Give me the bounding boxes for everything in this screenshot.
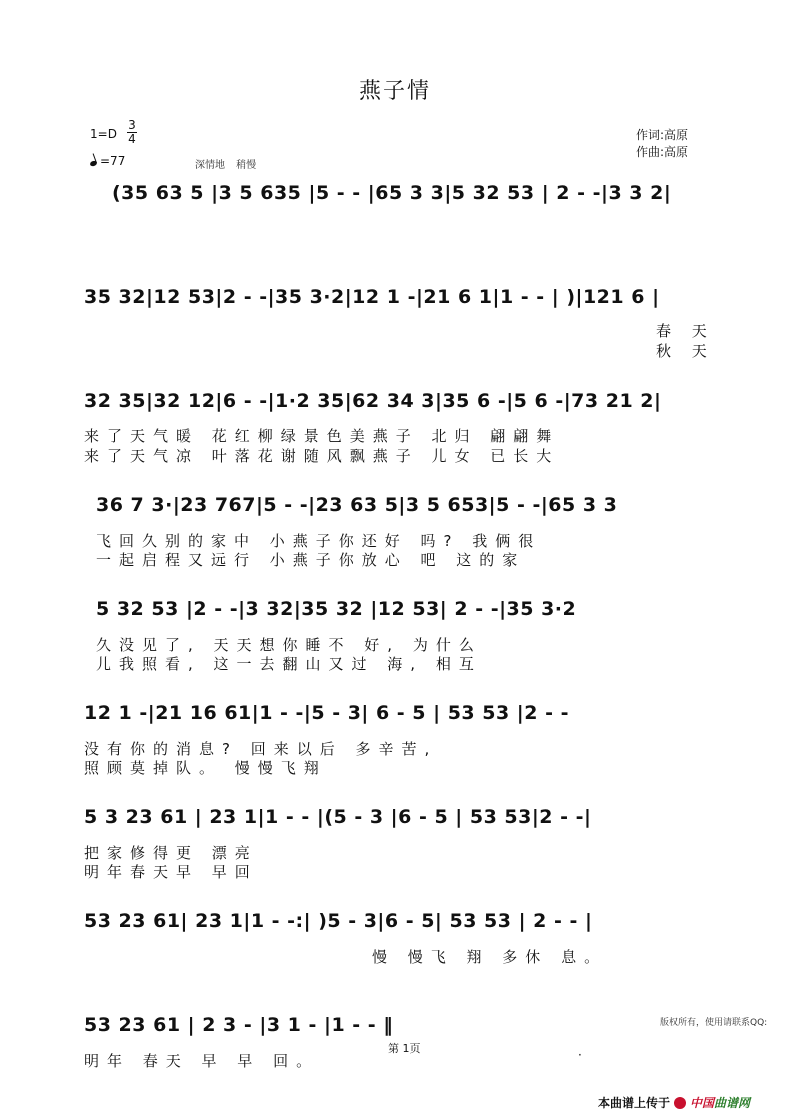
system-5-lyric-1: 久没见了, 天天想你睡不 好, 为什么 <box>96 636 482 654</box>
system-5-lyric-2: 儿我照看, 这一去翻山又过 海, 相互 <box>96 655 482 673</box>
quarter-note-icon <box>89 160 97 167</box>
stray-dot: · <box>578 1048 582 1062</box>
page-title: 燕子情 <box>358 79 431 104</box>
footer-watermark <box>598 1094 750 1111</box>
system-7-lyric-2: 明年春天早 早回 <box>84 863 258 881</box>
system-6-lyric-1: 没有你的消息? 回来以后 多辛苦, <box>84 740 438 758</box>
system-7-lyric-1: 把家修得更 漂亮 <box>84 844 258 862</box>
time-sig-top: 3 <box>128 118 136 132</box>
system-3-lyric-1: 来了天气暖 花红柳绿景色美燕子 北归 翩翩舞 <box>84 427 560 445</box>
key-signature: 1=D <box>90 127 117 141</box>
system-6-notes: 12 1 -|21 16 61|1 - -|5 - 3| 6 - 5 | 53 53 |2 - - <box>84 702 569 724</box>
system-2-lyric-1: 春 天 <box>656 322 715 340</box>
copyright-notice: 版权所有，使用请联系QQ: <box>660 1018 768 1028</box>
system-3-lyric-2: 来了天气凉 叶落花谢随风飘燕子 儿女 已长大 <box>84 447 560 465</box>
system-2-lyric-2: 秋 天 <box>656 342 715 360</box>
time-signature <box>127 119 137 146</box>
page-number: 第 1页 <box>388 1042 421 1055</box>
system-1-notes: (35 63 5 |3 5 635 |5 - - |65 3 3|5 32 53 | 2 - -|3 3 2| <box>112 182 672 204</box>
tempo-marking <box>90 154 125 168</box>
expression-marking: 深情地 稍慢 <box>195 160 257 171</box>
system-7-notes: 5 3 23 61 | 23 1|1 - - |(5 - 3 |6 - 5 | 53 53|2 - -| <box>84 806 592 828</box>
system-6-lyric-2: 照顾莫掉队。 慢慢飞翔 <box>84 759 327 777</box>
system-4-lyric-2: 一起启程又远行 小燕子你放心 吧 这的家 <box>96 551 526 569</box>
system-3-notes: 32 35|32 12|6 - -|1·2 35|62 34 3|35 6 -|5 6 -|73 21 2| <box>84 390 662 412</box>
site-name[interactable] <box>690 1094 750 1111</box>
time-sig-bottom: 4 <box>128 132 136 146</box>
footer-prefix: 本曲谱上传于 <box>598 1096 671 1110</box>
system-9-lyric-1: 明年 春天 早 早 回。 <box>84 1052 320 1070</box>
lyricist-credit: 作词:高原 <box>636 128 689 142</box>
system-2-notes: 35 32|12 53|2 - -|35 3·2|12 1 -|21 6 1|1 - - | )|121 6 | <box>84 286 660 308</box>
system-9-notes: 53 23 61 | 2 3 - |3 1 - |1 - - ‖ <box>84 1014 394 1036</box>
credits <box>636 127 688 161</box>
site-logo-icon <box>674 1097 686 1109</box>
composer-credit: 作曲:高原 <box>636 145 689 159</box>
system-8-notes: 53 23 61| 23 1|1 - -:| )5 - 3|6 - 5| 53 53 | 2 - - | <box>84 910 593 932</box>
tempo-value: =77 <box>100 154 126 168</box>
site-name-b: 曲谱网 <box>714 1096 751 1110</box>
site-name-a: 中国 <box>690 1096 715 1110</box>
system-8-lyric-1: 慢 慢飞 翔 多休 息。 <box>372 948 608 966</box>
system-5-notes: 5 32 53 |2 - -|3 32|35 32 |12 53| 2 - -|35 3·2 <box>96 598 577 620</box>
system-4-notes: 36 7 3·|23 767|5 - -|23 63 5|3 5 653|5 - -|65 3 3 <box>96 494 618 516</box>
system-4-lyric-1: 飞回久别的家中 小燕子你还好 吗? 我俩很 <box>96 532 542 550</box>
